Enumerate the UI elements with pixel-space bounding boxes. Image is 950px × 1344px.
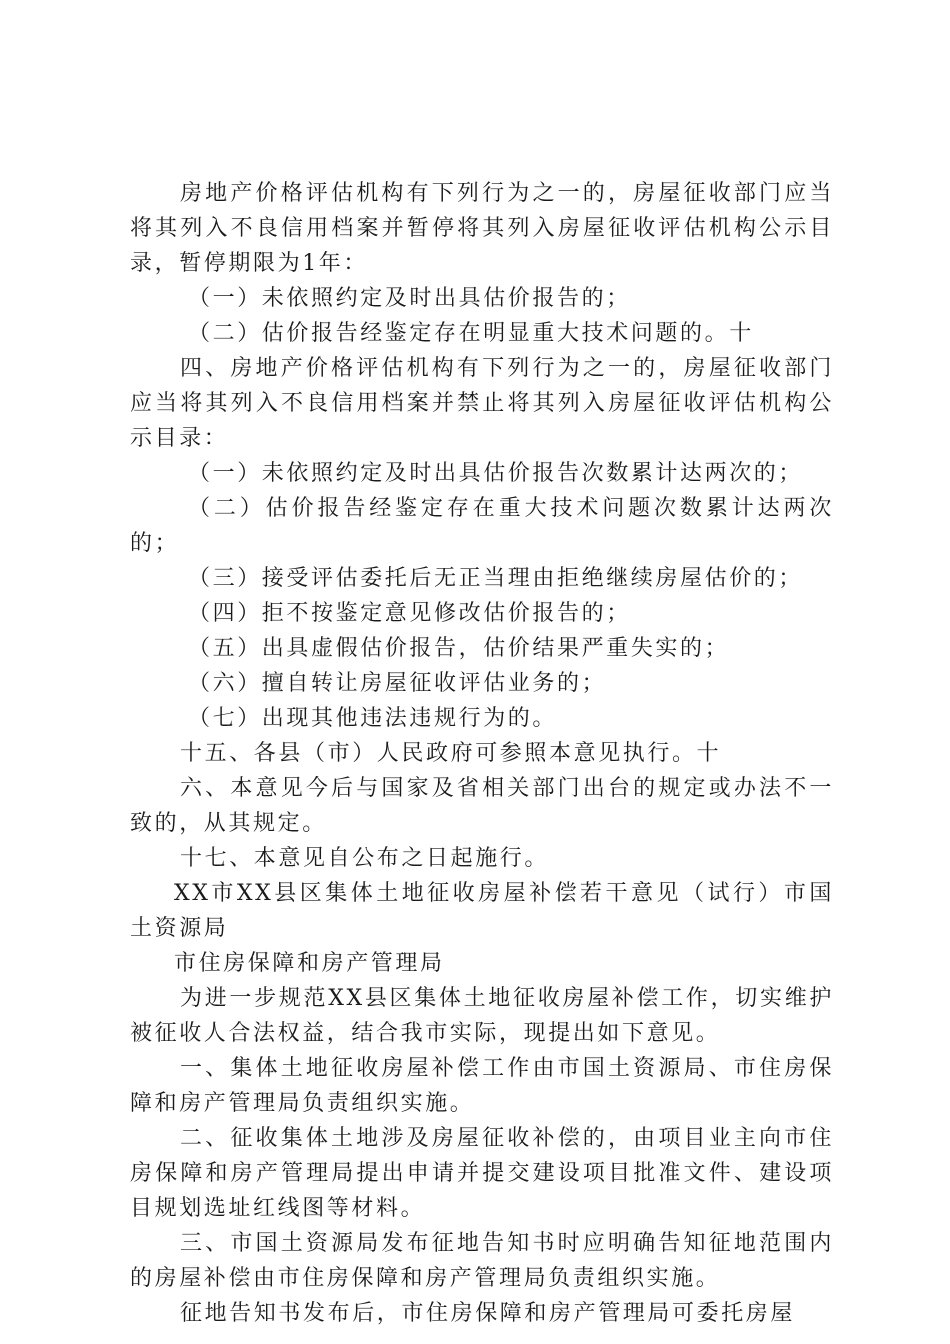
paragraph-article-16: 六、本意见今后与国家及省相关部门出台的规定或办法不一致的，从其规定。 [130, 776, 834, 836]
list-item: （三）接受评估委托后无正当理由拒绝继续房屋估价的； [188, 566, 804, 591]
list-item: （七）出现其他违法违规行为的。 [188, 706, 558, 731]
paragraph-article-3: 三、市国土资源局发布征地告知书时应明确告知征地范围内的房屋补偿由市住房保障和房产管理局负责组织实施。 [130, 1231, 834, 1291]
paragraph-article-2: 二、征收集体土地涉及房屋征收补偿的，由项目业主向市住房保障和房产管理局提出申请并提交建设项目批准文件、建设项目规划选址红线图等材料。 [130, 1126, 834, 1221]
paragraph-credit-ban: 四、房地产价格评估机构有下列行为之一的，房屋征收部门应当将其列入不良信用档案并禁止将其列入房屋征收评估机构公示目录： [130, 356, 834, 451]
paragraph-article-1: 一、集体土地征收房屋补偿工作由市国土资源局、市住房保障和房产管理局负责组织实施。 [130, 1056, 834, 1116]
list-item: （二）估价报告经鉴定存在重大技术问题次数累计达两次的； [130, 496, 834, 556]
list-item: （一）未依照约定及时出具估价报告次数累计达两次的； [188, 461, 804, 486]
list-item: （二）估价报告经鉴定存在明显重大技术问题的。十 [188, 321, 754, 346]
document-title: XX市XX县区集体土地征收房屋补偿若干意见（试行）市国土资源局 [130, 881, 834, 941]
paragraph-preamble: 为进一步规范XX县区集体土地征收房屋补偿工作，切实维护被征收人合法权益，结合我市实际，现提出如下意见。 [130, 986, 834, 1046]
list-item: （六）擅自转让房屋征收评估业务的； [188, 671, 607, 696]
list-item: （五）出具虚假估价报告，估价结果严重失实的； [188, 636, 730, 661]
list-item: （一）未依照约定及时出具估价报告的； [188, 286, 631, 311]
paragraph-article-15: 十五、各县（市）人民政府可参照本意见执行。十 [180, 741, 722, 766]
paragraph-continuation: 征地告知书发布后，市住房保障和房产管理局可委托房屋 [180, 1301, 796, 1326]
list-item: （四）拒不按鉴定意见修改估价报告的； [188, 601, 631, 626]
document-body [130, 176, 834, 1331]
paragraph-article-17: 十七、本意见自公布之日起施行。 [180, 846, 550, 871]
issuing-authority: 市住房保障和房产管理局 [174, 951, 445, 976]
paragraph-credit-suspension: 房地产价格评估机构有下列行为之一的，房屋征收部门应当将其列入不良信用档案并暂停将其列入房屋征收评估机构公示目录，暂停期限为1年： [130, 181, 834, 276]
